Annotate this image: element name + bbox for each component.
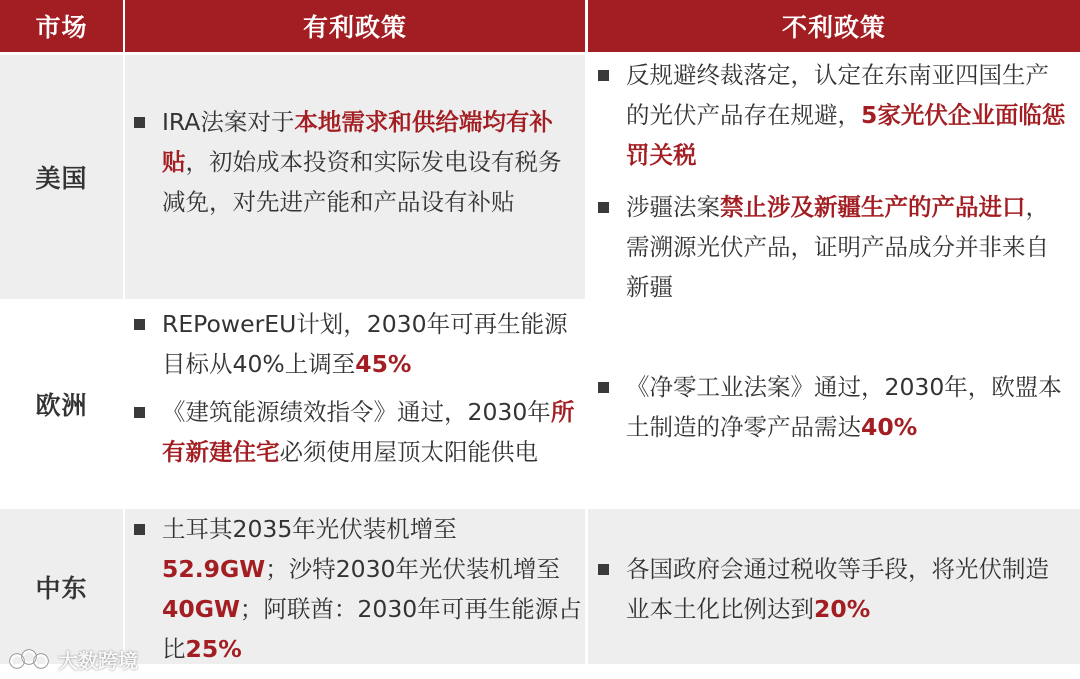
header-favorable: 有利政策: [125, 0, 585, 52]
middle-east-unfavorable-cell: [588, 509, 1080, 664]
watermark: [8, 644, 138, 674]
usa-favorable-cell: [125, 55, 585, 299]
market-usa: 美国: [0, 55, 123, 299]
europe-unfavorable-cell: [588, 302, 1080, 506]
usa-unfavorable-item-1: 反规避终裁落定，认定在东南亚四国生产的光伏产品存在规避，5家光伏企业面临惩罚关税: [626, 55, 1072, 175]
europe-favorable-item-2: 《建筑能源绩效指令》通过，2030年所有新建住宅必须使用屋顶太阳能供电: [162, 392, 583, 472]
usa-unfavorable-cell: [588, 55, 1080, 299]
europe-unfavorable-item-1: 《净零工业法案》通过，2030年，欧盟本土制造的净零产品需达40%: [626, 367, 1072, 447]
market-europe: 欧洲: [0, 302, 123, 506]
europe-favorable-item-1: REPowerEU计划，2030年可再生能源目标从40%上调至45%: [162, 304, 583, 384]
middle-east-favorable-cell: [125, 509, 585, 664]
header-unfavorable: 不利政策: [588, 0, 1080, 52]
market-middle-east: 中东: [0, 509, 123, 664]
usa-favorable-item-1: IRA法案对于本地需求和供给端均有补贴，初始成本投资和实际发电设有税务减免，对先进产能和产品设有补贴: [162, 102, 583, 222]
watermark-logo-icon: [8, 646, 52, 672]
middle-east-unfavorable-item-1: 各国政府会通过税收等手段，将光伏制造业本土化比例达到20%: [626, 549, 1072, 629]
usa-unfavorable-item-2: 涉疆法案禁止涉及新疆生产的产品进口，需溯源光伏产品，证明产品成分并非来自新疆: [626, 187, 1072, 307]
middle-east-favorable-item-1: 土耳其2035年光伏装机增至52.9GW；沙特2030年光伏装机增至40GW；阿联酋：2030年可再生能源占比25%: [162, 509, 583, 669]
header-market: 市场: [0, 0, 123, 52]
europe-favorable-cell: [125, 302, 585, 506]
watermark-text: 大数跨境: [58, 648, 138, 673]
